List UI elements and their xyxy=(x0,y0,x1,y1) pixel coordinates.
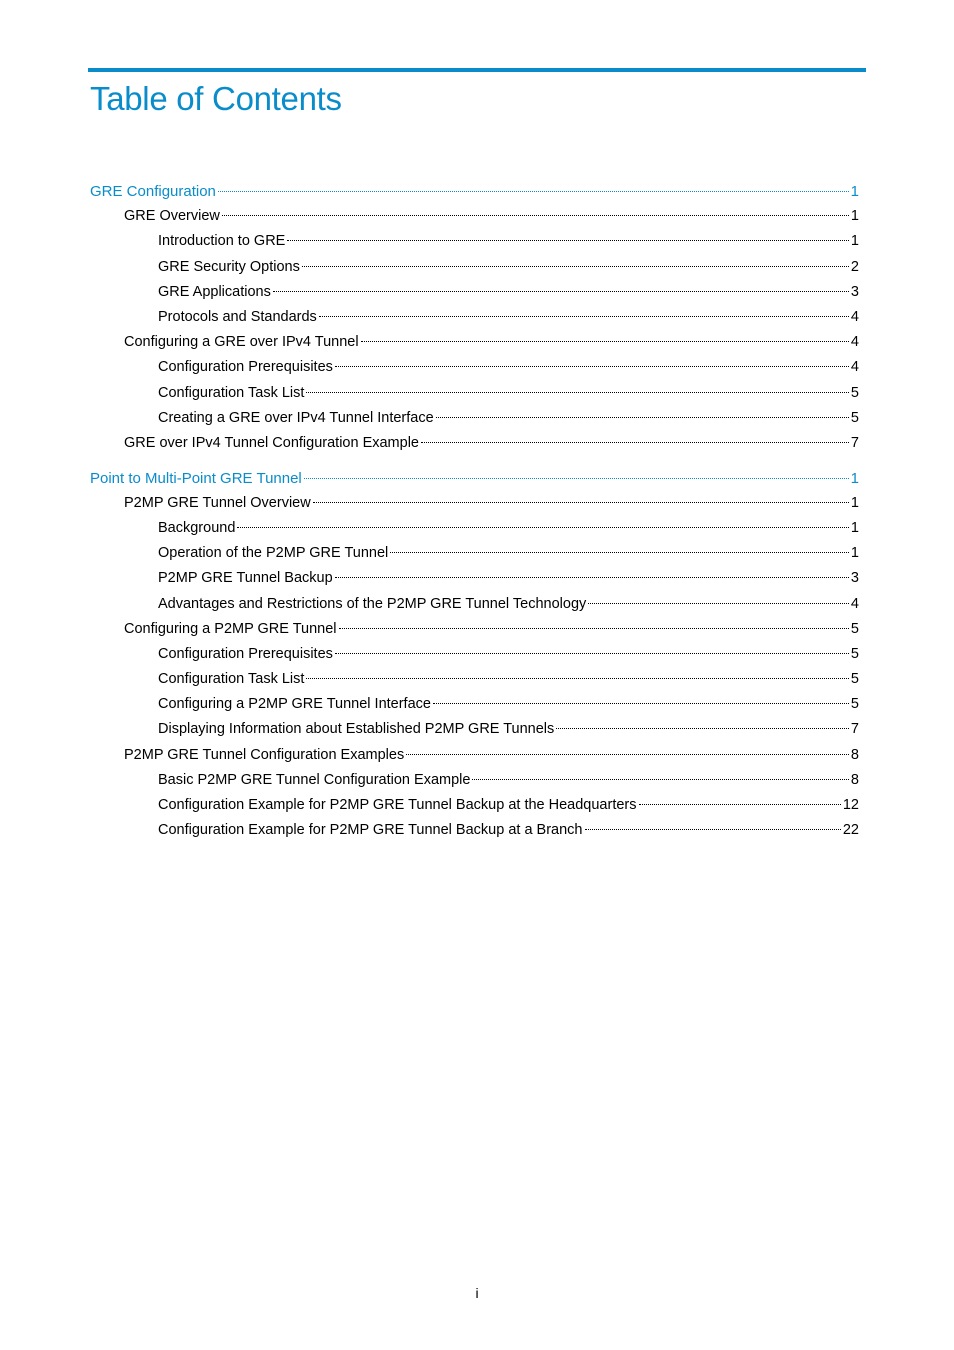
toc-entry-label: GRE Security Options xyxy=(158,258,300,275)
toc-subsection[interactable] xyxy=(90,696,859,721)
page-number: i xyxy=(475,1285,479,1301)
toc-entry-label: Configuring a P2MP GRE Tunnel Interface xyxy=(158,696,431,713)
toc-entry-page: 3 xyxy=(850,570,859,587)
dot-leader xyxy=(287,239,849,241)
toc-entry-page: 8 xyxy=(850,771,859,788)
dot-leader xyxy=(472,778,848,780)
dot-leader xyxy=(390,551,849,553)
page-title: Table of Contents xyxy=(90,80,342,117)
toc-entry-page: 1 xyxy=(850,494,859,511)
toc-entry-label: Background xyxy=(158,519,236,536)
toc-entry-page: 5 xyxy=(850,645,859,662)
dot-leader xyxy=(361,340,849,342)
toc-entry-label: Operation of the P2MP GRE Tunnel xyxy=(158,545,389,562)
toc-subsection[interactable] xyxy=(90,570,859,595)
dot-leader xyxy=(302,265,849,267)
dot-leader xyxy=(436,416,849,418)
toc-entry-label: Configuration Prerequisites xyxy=(158,359,333,376)
toc-entry-page: 2 xyxy=(850,258,859,275)
toc-entry-page: 4 xyxy=(850,359,859,376)
toc-entry-page: 1 xyxy=(850,208,859,225)
toc-entry-label: GRE Configuration xyxy=(90,183,216,200)
toc-entry-label: Configuring a P2MP GRE Tunnel xyxy=(124,620,337,637)
toc-entry-label: Configuration Task List xyxy=(158,671,305,688)
toc-subsection[interactable] xyxy=(90,410,859,435)
toc-section[interactable] xyxy=(90,495,859,520)
toc-subsection[interactable] xyxy=(90,596,859,621)
toc-entry-label: Creating a GRE over IPv4 Tunnel Interface xyxy=(158,409,434,426)
dot-leader xyxy=(319,315,849,317)
toc-entry-page: 1 xyxy=(850,233,859,250)
toc-entry-label: Configuration Task List xyxy=(158,384,305,401)
toc-section[interactable] xyxy=(90,435,859,460)
toc-subsection[interactable] xyxy=(90,822,859,847)
dot-leader xyxy=(306,677,848,679)
toc-entry-label: GRE Overview xyxy=(124,208,220,225)
dot-leader xyxy=(218,190,849,192)
toc-subsection[interactable] xyxy=(90,284,859,309)
toc-entry-label: Displaying Information about Established P2MP GRE Tunnels xyxy=(158,721,555,738)
dot-leader xyxy=(222,214,849,216)
toc-entry-page: 3 xyxy=(850,283,859,300)
dot-leader xyxy=(335,652,849,654)
dot-leader xyxy=(585,828,841,830)
toc-subsection[interactable] xyxy=(90,797,859,822)
toc-subsection[interactable] xyxy=(90,671,859,696)
toc-entry-label: Configuring a GRE over IPv4 Tunnel xyxy=(124,334,359,351)
toc-entry-page: 5 xyxy=(850,696,859,713)
toc-entry-page: 8 xyxy=(850,746,859,763)
dot-leader xyxy=(406,753,849,755)
toc-section[interactable] xyxy=(90,208,859,233)
toc-entry-label: P2MP GRE Tunnel Overview xyxy=(124,494,311,511)
table-of-contents xyxy=(90,183,859,847)
toc-entry-page: 5 xyxy=(850,409,859,426)
toc-subsection[interactable] xyxy=(90,359,859,384)
dot-leader xyxy=(273,290,849,292)
toc-entry-page: 4 xyxy=(850,334,859,351)
toc-subsection[interactable] xyxy=(90,520,859,545)
toc-section[interactable] xyxy=(90,747,859,772)
toc-subsection[interactable] xyxy=(90,309,859,334)
dot-leader xyxy=(335,365,849,367)
toc-entry-page: 1 xyxy=(850,519,859,536)
toc-entry-label: Basic P2MP GRE Tunnel Configuration Example xyxy=(158,771,471,788)
toc-entry-label: P2MP GRE Tunnel Backup xyxy=(158,570,333,587)
dot-leader xyxy=(588,602,849,604)
toc-entry-page: 5 xyxy=(850,384,859,401)
toc-entry-page: 1 xyxy=(850,183,859,200)
toc-entry-page: 5 xyxy=(850,620,859,637)
toc-entry-label: Advantages and Restrictions of the P2MP GRE Tunnel Technology xyxy=(158,595,587,612)
toc-entry-label: Protocols and Standards xyxy=(158,308,317,325)
dot-leader xyxy=(237,526,849,528)
toc-entry-label: Configuration Example for P2MP GRE Tunnel Backup at a Branch xyxy=(158,822,583,839)
toc-entry-label: Configuration Example for P2MP GRE Tunnel Backup at the Headquarters xyxy=(158,797,637,813)
toc-entry-page: 5 xyxy=(850,671,859,688)
toc-entry-page: 1 xyxy=(850,469,859,487)
dot-leader xyxy=(556,727,849,729)
toc-entry-page: 1 xyxy=(850,545,859,562)
toc-entry-page: 22 xyxy=(842,822,859,839)
toc-subsection[interactable] xyxy=(90,721,859,746)
toc-entry-page: 7 xyxy=(850,721,859,738)
dot-leader xyxy=(335,576,849,578)
dot-leader xyxy=(339,627,849,629)
dot-leader xyxy=(639,803,841,805)
dot-leader xyxy=(421,441,849,443)
toc-subsection[interactable] xyxy=(90,545,859,570)
toc-chapter[interactable] xyxy=(90,470,859,495)
toc-entry-page: 4 xyxy=(850,595,859,612)
title-rule xyxy=(88,68,866,72)
toc-subsection[interactable] xyxy=(90,385,859,410)
toc-subsection[interactable] xyxy=(90,259,859,284)
toc-section[interactable] xyxy=(90,621,859,646)
toc-entry-page: 7 xyxy=(850,434,859,451)
toc-subsection[interactable] xyxy=(90,233,859,258)
toc-entry-label: Point to Multi-Point GRE Tunnel xyxy=(90,469,302,487)
toc-entry-label: GRE Applications xyxy=(158,283,271,300)
dot-leader xyxy=(313,501,849,503)
toc-section[interactable] xyxy=(90,334,859,359)
toc-entry-page: 4 xyxy=(850,308,859,325)
toc-subsection[interactable] xyxy=(90,646,859,671)
dot-leader xyxy=(306,391,848,393)
toc-entry-label: Configuration Prerequisites xyxy=(158,645,333,662)
toc-subsection[interactable] xyxy=(90,772,859,797)
toc-entry-page: 12 xyxy=(842,797,859,813)
toc-entry-label: Introduction to GRE xyxy=(158,233,286,250)
dot-leader xyxy=(433,702,849,704)
toc-entry-label: GRE over IPv4 Tunnel Configuration Example xyxy=(124,434,419,451)
toc-chapter[interactable] xyxy=(90,183,859,208)
dot-leader xyxy=(304,477,849,479)
toc-entry-label: P2MP GRE Tunnel Configuration Examples xyxy=(124,746,405,763)
